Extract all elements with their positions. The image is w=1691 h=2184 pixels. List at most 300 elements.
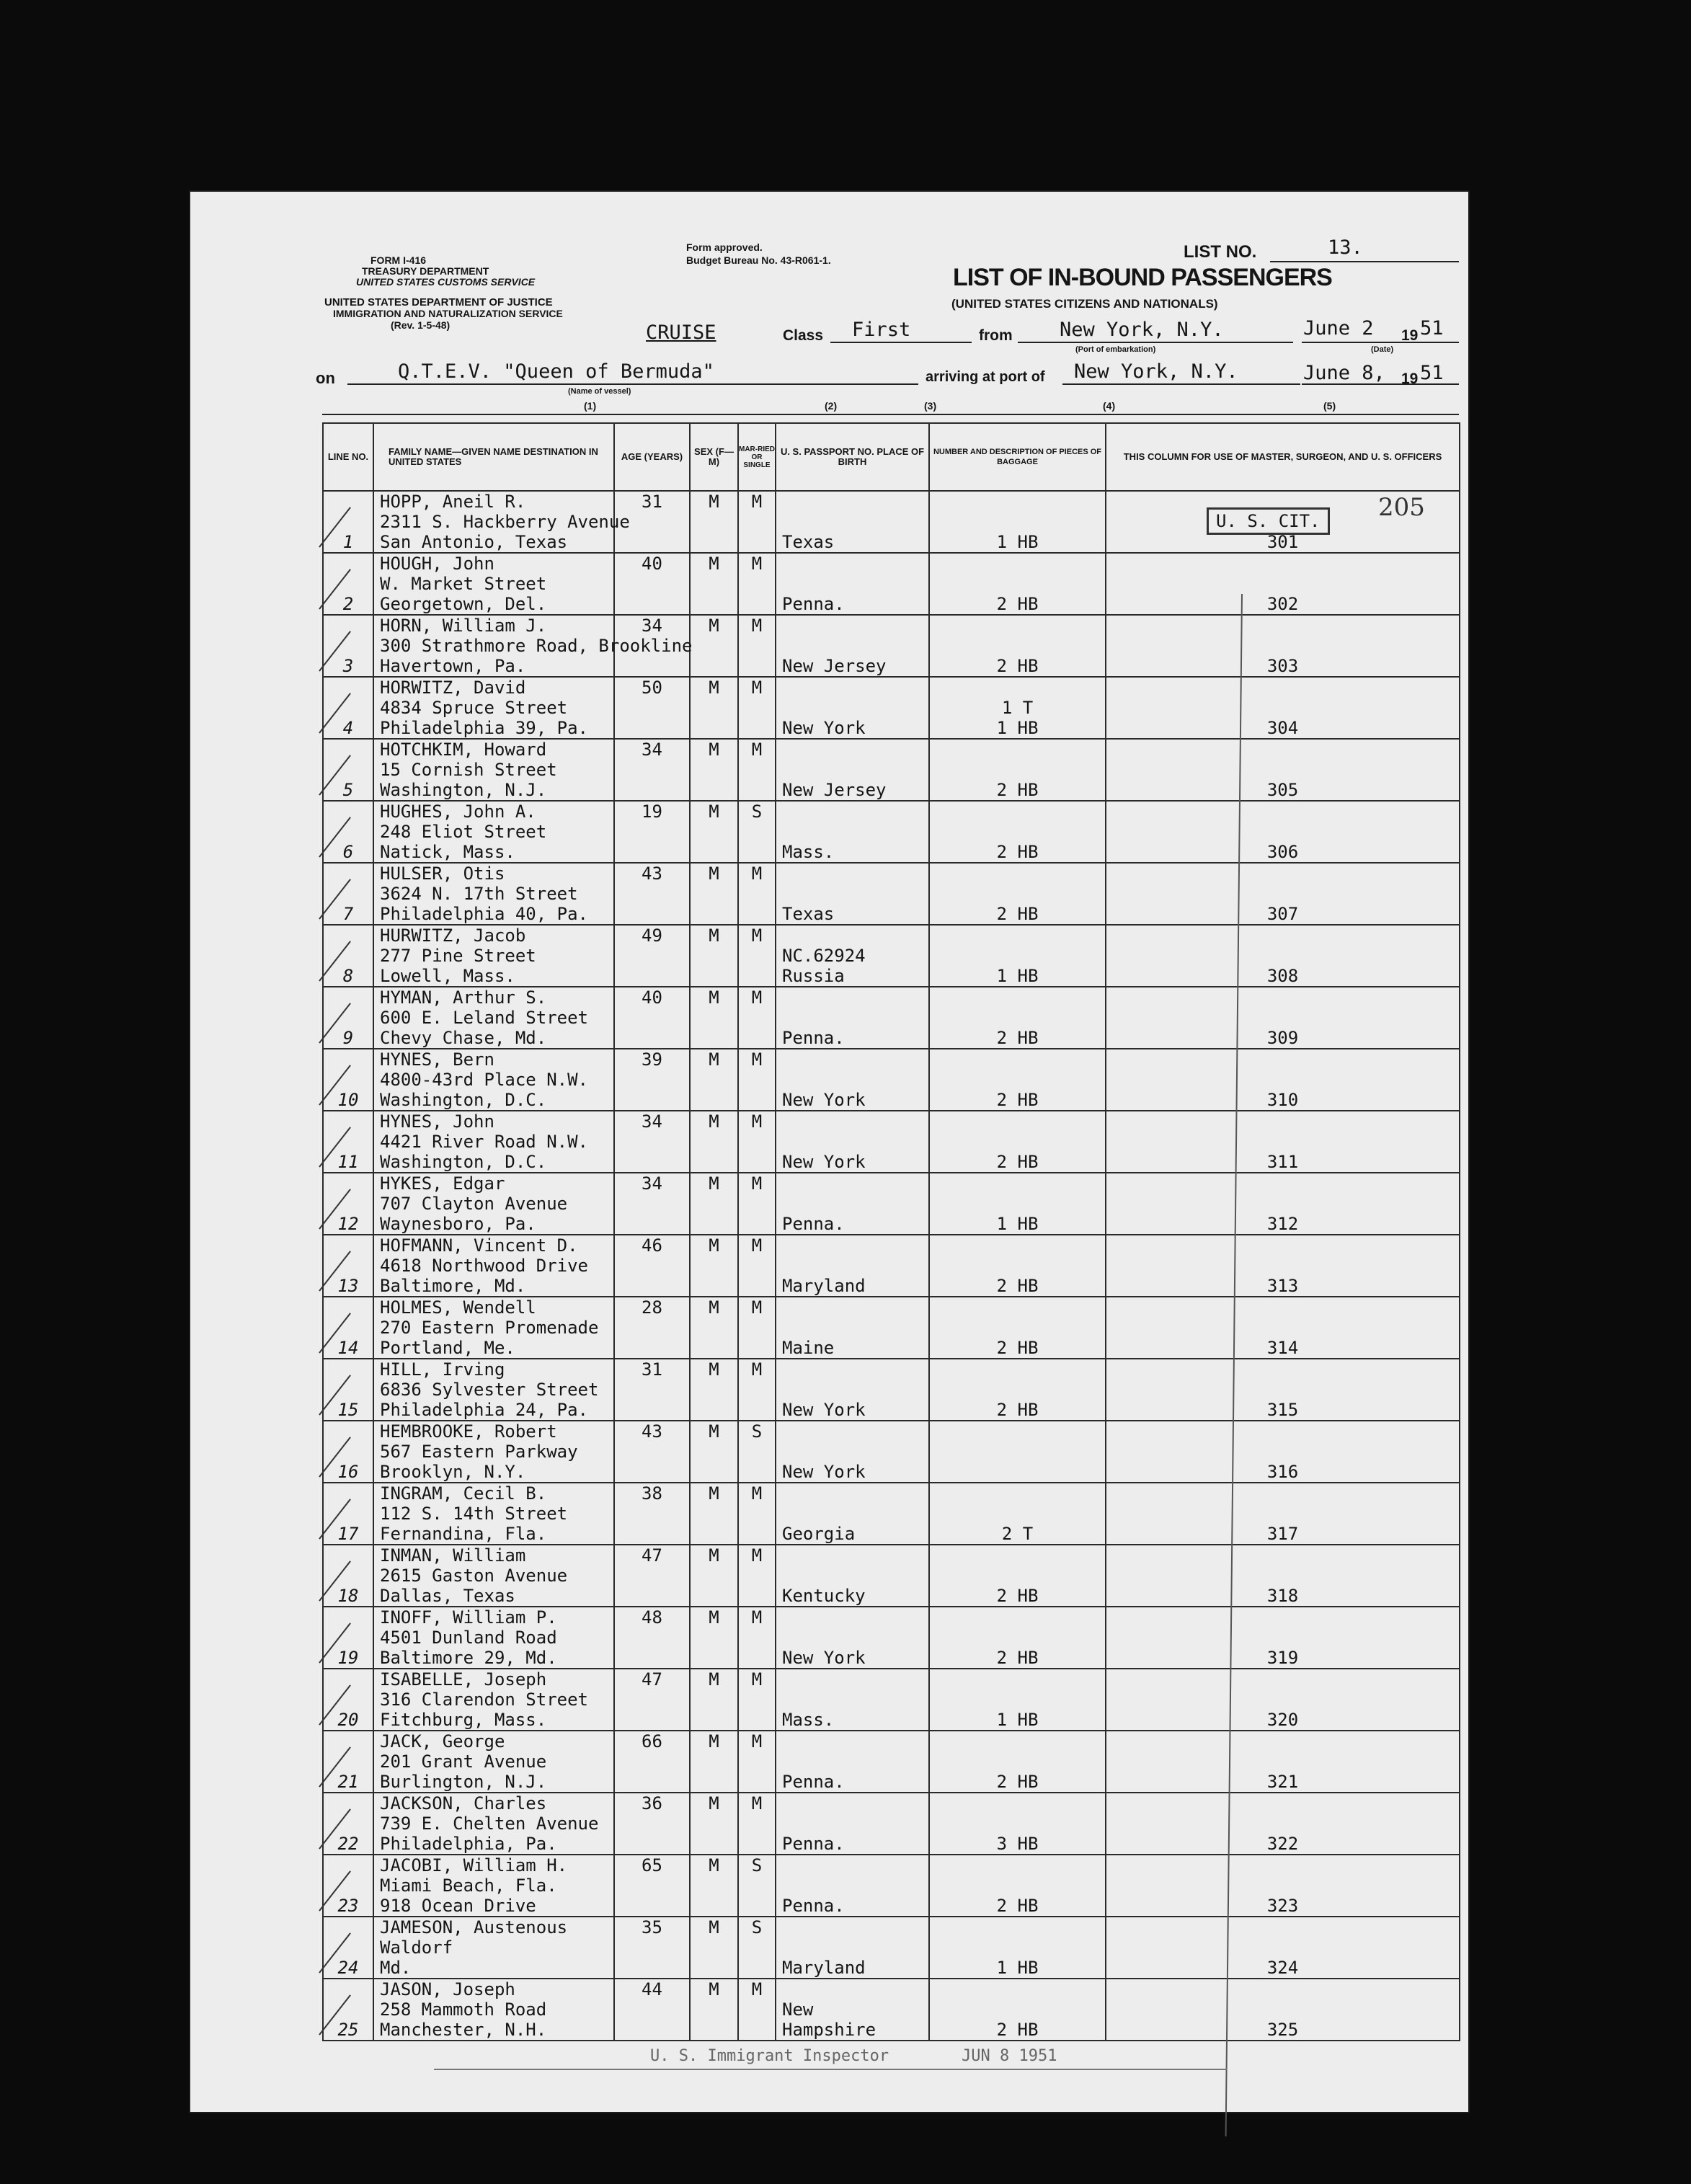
passenger-name-cell [373, 491, 630, 553]
col-header-line: LINE NO. [323, 423, 373, 491]
sex-cell [690, 1235, 738, 1297]
marital-status: M [751, 1607, 763, 1628]
age: 35 [642, 1917, 662, 1937]
sex: M [709, 1545, 719, 1566]
officer-cell [1106, 1545, 1460, 1607]
inspector-signature-line [434, 2069, 1227, 2070]
passenger-address-1: Miami Beach, Fla. [380, 1876, 557, 1896]
passenger-name: JAMESON, Austenous [380, 1917, 568, 1937]
table-row [323, 1421, 1460, 1483]
marital-status: S [751, 1917, 763, 1937]
line-number-text: 20 [337, 1710, 359, 1730]
place-of-birth: New York [782, 1462, 866, 1482]
baggage-1: 3 HB [996, 1834, 1039, 1854]
table-row [323, 677, 1460, 739]
passenger-name-cell [373, 1421, 614, 1483]
age-cell [614, 863, 690, 925]
passenger-name-cell [373, 801, 614, 863]
age-cell [614, 553, 690, 615]
baggage-cell [929, 1111, 1106, 1173]
line-number-text: 1 [342, 532, 354, 552]
officer-number: 301 [1266, 532, 1299, 552]
passenger-address-1: 2615 Gaston Avenue [380, 1566, 568, 1586]
marital-cell [738, 1917, 776, 1979]
place-of-birth: New York [782, 1090, 866, 1110]
place-of-birth: Mass. [782, 1710, 835, 1730]
baggage-1: 2 HB [996, 594, 1039, 614]
place-of-birth: New York [782, 1152, 866, 1172]
age: 43 [642, 1421, 662, 1442]
marital-status: S [751, 1421, 763, 1442]
age-cell [614, 1731, 690, 1793]
list-no-label: LIST NO. [1184, 242, 1257, 262]
passenger-address-1: 258 Mammoth Road [380, 1999, 547, 2020]
depart-year: 51 [1420, 317, 1444, 339]
officer-cell [1106, 615, 1460, 677]
passenger-name-cell [373, 925, 614, 987]
passenger-address-2: Waynesboro, Pa. [380, 1214, 536, 1234]
line-number [323, 1483, 373, 1545]
officer-cell [1106, 1483, 1460, 1545]
marital-cell [738, 615, 776, 677]
place-of-birth: New Jersey [782, 780, 887, 800]
passenger-name-cell [373, 1111, 614, 1173]
passenger-name: HYNES, Bern [380, 1049, 494, 1070]
officer-number: 325 [1266, 2020, 1299, 2040]
marital-status: M [751, 740, 763, 760]
table-row [323, 987, 1460, 1049]
baggage-cell [929, 1855, 1106, 1917]
passport-birth-cell [776, 1669, 929, 1731]
place-of-birth: Maryland [782, 1958, 866, 1978]
passenger-name-cell [373, 1297, 614, 1359]
line-number-text: 2 [342, 594, 354, 614]
sex: M [709, 1235, 719, 1256]
passenger-name: HOTCHKIM, Howard [380, 740, 547, 760]
age-cell [614, 1173, 690, 1235]
line-number-text: 9 [342, 1028, 354, 1048]
form-revision: (Rev. 1-5-48) [391, 319, 451, 331]
line-number [323, 1421, 373, 1483]
column-header-row [323, 423, 1460, 491]
baggage-1: 2 HB [996, 2020, 1039, 2040]
sex-cell [690, 1297, 738, 1359]
passport-birth-cell [776, 1111, 929, 1173]
officer-number: 314 [1266, 1338, 1299, 1358]
age-cell [614, 739, 690, 801]
age: 28 [642, 1297, 662, 1318]
sex-cell [690, 615, 738, 677]
immigration-service: IMMIGRATION AND NATURALIZATION SERVICE [333, 308, 563, 319]
passenger-name-cell [373, 553, 614, 615]
passenger-address-1: 707 Clayton Avenue [380, 1194, 568, 1214]
age: 49 [642, 925, 662, 946]
line-number-text: 7 [342, 904, 354, 924]
passenger-name-cell [373, 1359, 614, 1421]
sex-cell [690, 1359, 738, 1421]
depart-date: June 2 [1303, 317, 1374, 339]
sex-cell [690, 553, 738, 615]
marital-cell [738, 925, 776, 987]
place-of-birth: Kentucky [782, 1586, 866, 1606]
sex: M [709, 802, 719, 822]
age-cell [614, 1111, 690, 1173]
officer-number: 319 [1266, 1648, 1299, 1668]
table-row [323, 1793, 1460, 1855]
sex-cell [690, 1607, 738, 1669]
line-number [323, 1855, 373, 1917]
table-row [323, 1483, 1460, 1545]
age-cell [614, 1855, 690, 1917]
passenger-address-1: 2311 S. Hackberry Avenue [380, 512, 630, 532]
passenger-address-1: 4618 Northwood Drive [380, 1256, 588, 1276]
line-number [323, 987, 373, 1049]
baggage-cell [929, 615, 1106, 677]
col-header-baggage: NUMBER AND DESCRIPTION OF PIECES OF BAGGAGE [929, 423, 1106, 491]
baggage-cell [929, 1979, 1106, 2041]
place-of-birth: Maine [782, 1338, 835, 1358]
officer-cell [1106, 1049, 1460, 1111]
passport-birth-cell [776, 491, 929, 553]
sex: M [709, 740, 719, 760]
sex: M [709, 1731, 719, 1752]
passenger-name-cell [373, 1235, 614, 1297]
table-row [323, 1731, 1460, 1793]
passenger-address-2: Baltimore, Md. [380, 1276, 526, 1296]
baggage-1: 1 HB [996, 1710, 1039, 1730]
passenger-address-2: Philadelphia, Pa. [380, 1834, 557, 1854]
marital-status: M [751, 1297, 763, 1318]
line-number-text: 5 [342, 780, 354, 800]
officer-number: 310 [1266, 1090, 1299, 1110]
line-number [323, 1979, 373, 2041]
marital-status: M [751, 1545, 763, 1566]
line-number [323, 1359, 373, 1421]
age: 34 [642, 740, 662, 760]
baggage-cell [929, 739, 1106, 801]
passenger-name: HYNES, John [380, 1111, 494, 1132]
passport-birth-cell [776, 863, 929, 925]
baggage-cell [929, 1917, 1106, 1979]
marital-cell [738, 1979, 776, 2041]
passenger-address-1: 739 E. Chelten Avenue [380, 1814, 599, 1834]
passenger-address-2: Philadelphia 39, Pa. [380, 718, 588, 738]
vessel-caption: (Name of vessel) [568, 387, 631, 396]
passport-birth-cell [776, 553, 929, 615]
passport-birth-cell [776, 801, 929, 863]
sex: M [709, 1173, 719, 1194]
line-number-text: 10 [337, 1090, 359, 1110]
passenger-address-1: 277 Pine Street [380, 946, 536, 966]
line-number [323, 677, 373, 739]
passenger-address-2: Manchester, N.H. [380, 2020, 547, 2040]
sex: M [709, 1669, 719, 1690]
officer-number: 313 [1266, 1276, 1299, 1296]
age-cell [614, 1545, 690, 1607]
passenger-name: ISABELLE, Joseph [380, 1669, 547, 1690]
line-number [323, 1235, 373, 1297]
passport-birth-cell [776, 1793, 929, 1855]
line-number-text: 17 [337, 1524, 359, 1544]
page-title: LIST OF IN-BOUND PASSENGERS [953, 264, 1332, 291]
marital-cell [738, 1359, 776, 1421]
passport-birth-cell [776, 1483, 929, 1545]
passenger-address-2: Fitchburg, Mass. [380, 1710, 547, 1730]
age-cell [614, 1607, 690, 1669]
place-of-birth: Maryland [782, 1276, 866, 1296]
marital-status: M [751, 987, 763, 1008]
baggage-1: 1 HB [996, 1958, 1039, 1978]
officer-number: 303 [1266, 656, 1299, 676]
passenger-address-1: 112 S. 14th Street [380, 1504, 568, 1524]
citizen-stamp: U. S. CIT. [1207, 507, 1330, 535]
table-row [323, 1111, 1460, 1173]
age: 47 [642, 1545, 662, 1566]
sex-cell [690, 1421, 738, 1483]
sex-cell [690, 739, 738, 801]
marital-cell [738, 491, 776, 553]
place-of-birth: New York [782, 1648, 866, 1668]
officer-number: 322 [1266, 1834, 1299, 1854]
col-header-sex: SEX (F—M) [690, 423, 738, 491]
age: 43 [642, 864, 662, 884]
officer-number: 315 [1266, 1400, 1299, 1420]
age: 50 [642, 678, 662, 698]
officer-cell [1106, 863, 1460, 925]
officer-number: 308 [1266, 966, 1299, 986]
line-number [323, 615, 373, 677]
col-num-3: (3) [924, 400, 937, 412]
line-number-text: 23 [337, 1896, 359, 1916]
officer-cell [1106, 1669, 1460, 1731]
table-row [323, 925, 1460, 987]
line-number-text: 18 [337, 1586, 359, 1606]
passenger-name: HILL, Irving [380, 1359, 505, 1380]
sex: M [709, 1421, 719, 1442]
passenger-address-2: Fernandina, Fla. [380, 1524, 547, 1544]
table-row [323, 1297, 1460, 1359]
passport-birth-cell [776, 1421, 929, 1483]
manifest-page [189, 190, 1470, 2113]
passenger-address-1: 201 Grant Avenue [380, 1752, 547, 1772]
passenger-name-cell [373, 1607, 614, 1669]
line-number [323, 863, 373, 925]
baggage-1: 2 HB [996, 1648, 1039, 1668]
table-row [323, 801, 1460, 863]
passenger-address-2: Georgetown, Del. [380, 594, 547, 614]
passport-number: NC.62924 [782, 946, 866, 966]
baggage-1: 2 HB [996, 780, 1039, 800]
baggage-cell [929, 925, 1106, 987]
place-of-birth: Texas [782, 904, 835, 924]
sex-cell [690, 1545, 738, 1607]
baggage-cell [929, 1793, 1106, 1855]
passenger-address-2: Philadelphia 24, Pa. [380, 1400, 588, 1420]
officer-number: 317 [1266, 1524, 1299, 1544]
treasury-department: TREASURY DEPARTMENT [362, 265, 489, 277]
baggage-cell [929, 1421, 1106, 1483]
table-row [323, 615, 1460, 677]
line-number [323, 1049, 373, 1111]
officer-cell [1106, 739, 1460, 801]
passenger-address-2: Lowell, Mass. [380, 966, 515, 986]
marital-cell [738, 1607, 776, 1669]
sex: M [709, 1483, 719, 1504]
sex: M [709, 1607, 719, 1628]
officer-number: 324 [1266, 1958, 1299, 1978]
col-num-5: (5) [1323, 400, 1336, 412]
sex-cell [690, 801, 738, 863]
sex-cell [690, 1483, 738, 1545]
marital-cell [738, 553, 776, 615]
marital-cell [738, 739, 776, 801]
passenger-name: JASON, Joseph [380, 1979, 515, 1999]
passenger-name-cell [373, 1979, 614, 2041]
marital-cell [738, 1173, 776, 1235]
passenger-name-cell [373, 677, 614, 739]
baggage-cell [929, 863, 1106, 925]
age-cell [614, 1235, 690, 1297]
sex-cell [690, 1731, 738, 1793]
officer-cell [1106, 987, 1460, 1049]
sex-cell [690, 1173, 738, 1235]
marital-status: M [751, 1793, 763, 1814]
col-header-passport: U. S. PASSPORT NO. PLACE OF BIRTH [776, 423, 929, 491]
budget-bureau: Budget Bureau No. 43-R061-1. [686, 254, 831, 266]
passenger-address-1: 248 Eliot Street [380, 822, 547, 842]
age: 44 [642, 1979, 662, 1999]
baggage-cell [929, 1545, 1106, 1607]
age-cell [614, 615, 690, 677]
passenger-address-2: Brooklyn, N.Y. [380, 1462, 526, 1482]
officer-cell [1106, 677, 1460, 739]
sex-cell [690, 1669, 738, 1731]
passenger-name: HULSER, Otis [380, 864, 505, 884]
passenger-name: HOFMANN, Vincent D. [380, 1235, 578, 1256]
baggage-1: 2 HB [996, 1152, 1039, 1172]
line-number-text: 25 [337, 2020, 359, 2040]
marital-cell [738, 1545, 776, 1607]
marital-status: M [751, 678, 763, 698]
marital-status: M [751, 554, 763, 574]
passenger-name-cell [373, 1731, 614, 1793]
line-number-text: 14 [337, 1338, 359, 1358]
age-cell [614, 1483, 690, 1545]
age: 34 [642, 1173, 662, 1194]
line-number [323, 739, 373, 801]
sex-cell [690, 677, 738, 739]
place-of-birth: Penna. [782, 1896, 845, 1916]
age-cell [614, 1049, 690, 1111]
baggage-cell [929, 987, 1106, 1049]
line-number [323, 801, 373, 863]
baggage-1: 2 HB [996, 656, 1039, 676]
baggage-1: 2 HB [996, 1090, 1039, 1110]
passenger-name-cell [373, 1855, 614, 1917]
passenger-address-1: 300 Strathmore Road, Brookline [380, 636, 693, 656]
passenger-name-cell [373, 1917, 614, 1979]
passenger-name: HEMBROOKE, Robert [380, 1421, 557, 1442]
passport-birth-cell [776, 1607, 929, 1669]
passenger-address-1: Waldorf [380, 1937, 453, 1958]
passenger-name: HORWITZ, David [380, 678, 526, 698]
baggage-cell [929, 1731, 1106, 1793]
table-row [323, 1917, 1460, 1979]
line-number [323, 1917, 373, 1979]
sex-cell [690, 1917, 738, 1979]
officer-number: 316 [1266, 1462, 1299, 1482]
marital-cell [738, 987, 776, 1049]
baggage-cell [929, 801, 1106, 863]
sex: M [709, 492, 719, 512]
col-header-age: AGE (YEARS) [614, 423, 690, 491]
baggage-cell [929, 1049, 1106, 1111]
table-row [323, 1049, 1460, 1111]
marital-cell [738, 677, 776, 739]
passenger-name-cell [373, 1483, 614, 1545]
passenger-address-1: W. Market Street [380, 574, 547, 594]
place-of-birth: Russia [782, 966, 845, 986]
officer-number: 318 [1266, 1586, 1299, 1606]
marital-cell [738, 801, 776, 863]
passenger-address-2: Havertown, Pa. [380, 656, 526, 676]
table-row [323, 1359, 1460, 1421]
sex-cell [690, 1111, 738, 1173]
passenger-address-2: Md. [380, 1958, 412, 1978]
table-row [323, 1607, 1460, 1669]
sex: M [709, 678, 719, 698]
age: 19 [642, 802, 662, 822]
officer-cell [1106, 1173, 1460, 1235]
passenger-name: JACKSON, Charles [380, 1793, 547, 1814]
passenger-address-1: 4501 Dunland Road [380, 1628, 557, 1648]
officer-number: 302 [1266, 594, 1299, 614]
age: 31 [642, 1359, 662, 1380]
line-number-text: 6 [342, 842, 354, 862]
marital-cell [738, 1483, 776, 1545]
marital-cell [738, 1111, 776, 1173]
place-of-birth: Georgia [782, 1524, 856, 1544]
passenger-name: HUGHES, John A. [380, 802, 536, 822]
passport-birth-cell [776, 677, 929, 739]
marital-status: M [751, 1731, 763, 1752]
col-num-1: (1) [584, 400, 597, 412]
baggage-cell [929, 553, 1106, 615]
sex: M [709, 1979, 719, 1999]
baggage-1: 2 HB [996, 1772, 1039, 1792]
passenger-name-cell [373, 987, 614, 1049]
age-cell [614, 987, 690, 1049]
baggage-1: 2 HB [996, 1896, 1039, 1916]
table-row [323, 553, 1460, 615]
age: 46 [642, 1235, 662, 1256]
passenger-name: HYMAN, Arthur S. [380, 987, 547, 1008]
passport-birth-cell [776, 1359, 929, 1421]
age: 40 [642, 987, 662, 1008]
age-cell [614, 925, 690, 987]
officer-number: 307 [1266, 904, 1299, 924]
sex-cell [690, 491, 738, 553]
passenger-address-2: Washington, D.C. [380, 1090, 547, 1110]
age: 38 [642, 1483, 662, 1504]
age: 48 [642, 1607, 662, 1628]
baggage-cell [929, 1173, 1106, 1235]
age-cell [614, 1979, 690, 2041]
passenger-address-2: Chevy Chase, Md. [380, 1028, 547, 1048]
passenger-name: INMAN, William [380, 1545, 526, 1566]
passenger-address-1: 4421 River Road N.W. [380, 1132, 588, 1152]
from-label: from [979, 327, 1013, 344]
